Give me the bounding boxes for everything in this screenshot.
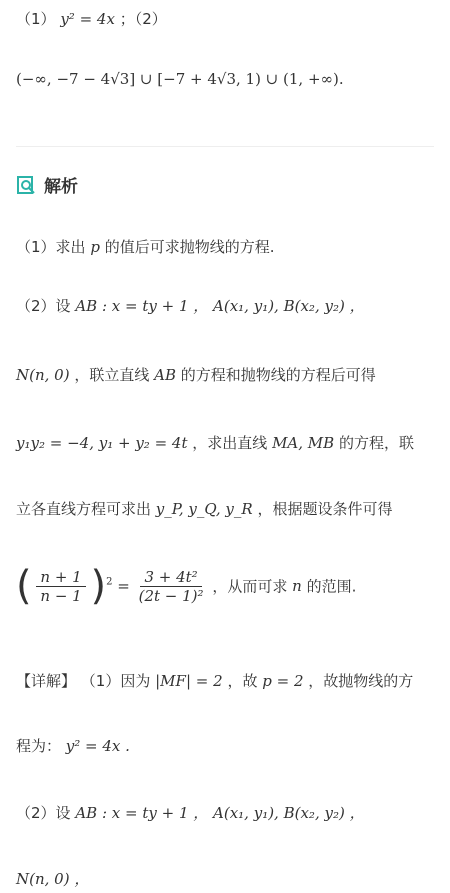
analysis-p4-math: y₁y₂ = −4, y₁ + y₂ = 4t — [16, 434, 188, 452]
analysis-p6: ( $\frac{n + 1}{n - 1}$ )$^2$ = $\frac{\text{3 + 4t²}}{\text{(2t − 1)²}}$ ，从而可求 n 的范围. — [16, 563, 357, 609]
analysis-p4-ma: MA, MB — [272, 434, 335, 452]
fraction-right-den: (2t − 1)² — [138, 586, 204, 605]
answer-range: (−∞, −7 − 4√3] ∪ [−7 + 4√3, 1) ∪ (1, +∞). — [16, 70, 344, 88]
search-doc-icon — [16, 175, 36, 195]
analysis-p3 — [16, 364, 376, 385]
analysis-p2-prefix: （2）设 — [16, 297, 71, 315]
analysis-p4-text: ，求出直线 — [192, 434, 268, 452]
detail-d2-text: 程为： — [16, 737, 62, 755]
detail-d1-mid: ，故 — [227, 672, 258, 690]
analysis-p3-ab: AB — [154, 366, 177, 384]
detail-d2-math: y² = 4x . — [65, 737, 130, 755]
analysis-p2-math: AB : x = ty + 1 ， A(x₁, y₁), B(x₂, y₂) ， — [75, 297, 365, 315]
analysis-p5-text: 立各直线方程可求出 — [16, 500, 152, 518]
section-title: 解析 — [44, 177, 78, 197]
analysis-p3-text2: 的方程和抛物线的方程后可得 — [180, 366, 376, 384]
answer-equation: y² = 4x — [60, 10, 115, 28]
analysis-p6-var: n — [292, 577, 302, 595]
detail-d3-prefix: （2）设 — [16, 804, 71, 822]
analysis-p1-var: p — [90, 238, 100, 256]
analysis-p1 — [16, 236, 275, 257]
analysis-p3-math: N(n, 0) — [16, 366, 70, 384]
detail-p1 — [16, 670, 413, 691]
analysis-p4 — [16, 432, 414, 453]
detail-label: 【详解】 — [16, 672, 77, 690]
fraction-left-num: n + 1 — [36, 568, 85, 587]
detail-p4 — [16, 868, 89, 889]
analysis-p5-text2: ，根据题设条件可得 — [257, 500, 393, 518]
analysis-p5 — [16, 498, 393, 519]
detail-p2 — [16, 735, 130, 756]
analysis-p1-prefix: （1）求出 — [16, 238, 86, 256]
answer-line-1 — [16, 8, 167, 29]
analysis-p2 — [16, 295, 365, 316]
detail-d4-math: N(n, 0) ， — [16, 870, 90, 888]
analysis-p6-text2: 的范围. — [306, 577, 357, 596]
detail-d1-suffix: ，故抛物线的方 — [308, 672, 414, 690]
detail-d1-prefix: （1）因为 — [80, 672, 151, 690]
analysis-p3-text: ，联立直线 — [74, 366, 150, 384]
fraction-right-num: 3 + 4t² — [140, 568, 201, 587]
detail-p3 — [16, 802, 365, 823]
fraction-left — [36, 568, 85, 605]
analysis-p4-text2: 的方程，联 — [338, 434, 414, 452]
fraction-left-den: n − 1 — [40, 586, 82, 605]
analysis-p6-text: ，从而可求 — [212, 577, 288, 596]
analysis-header — [16, 172, 78, 197]
analysis-p5-math: y_P, y_Q, y_R — [155, 500, 253, 518]
answer-prefix: （1） — [16, 10, 56, 28]
detail-d1-p: p = 2 — [262, 672, 304, 690]
detail-d3-math: AB : x = ty + 1 ， A(x₁, y₁), B(x₂, y₂) ， — [75, 804, 365, 822]
analysis-p1-suffix: 的值后可求抛物线的方程. — [104, 238, 275, 256]
fraction-right — [135, 568, 208, 605]
divider — [16, 146, 434, 147]
detail-d1-math: |MF| = 2 — [155, 672, 223, 690]
answer-suffix: ；（2） — [119, 10, 167, 28]
